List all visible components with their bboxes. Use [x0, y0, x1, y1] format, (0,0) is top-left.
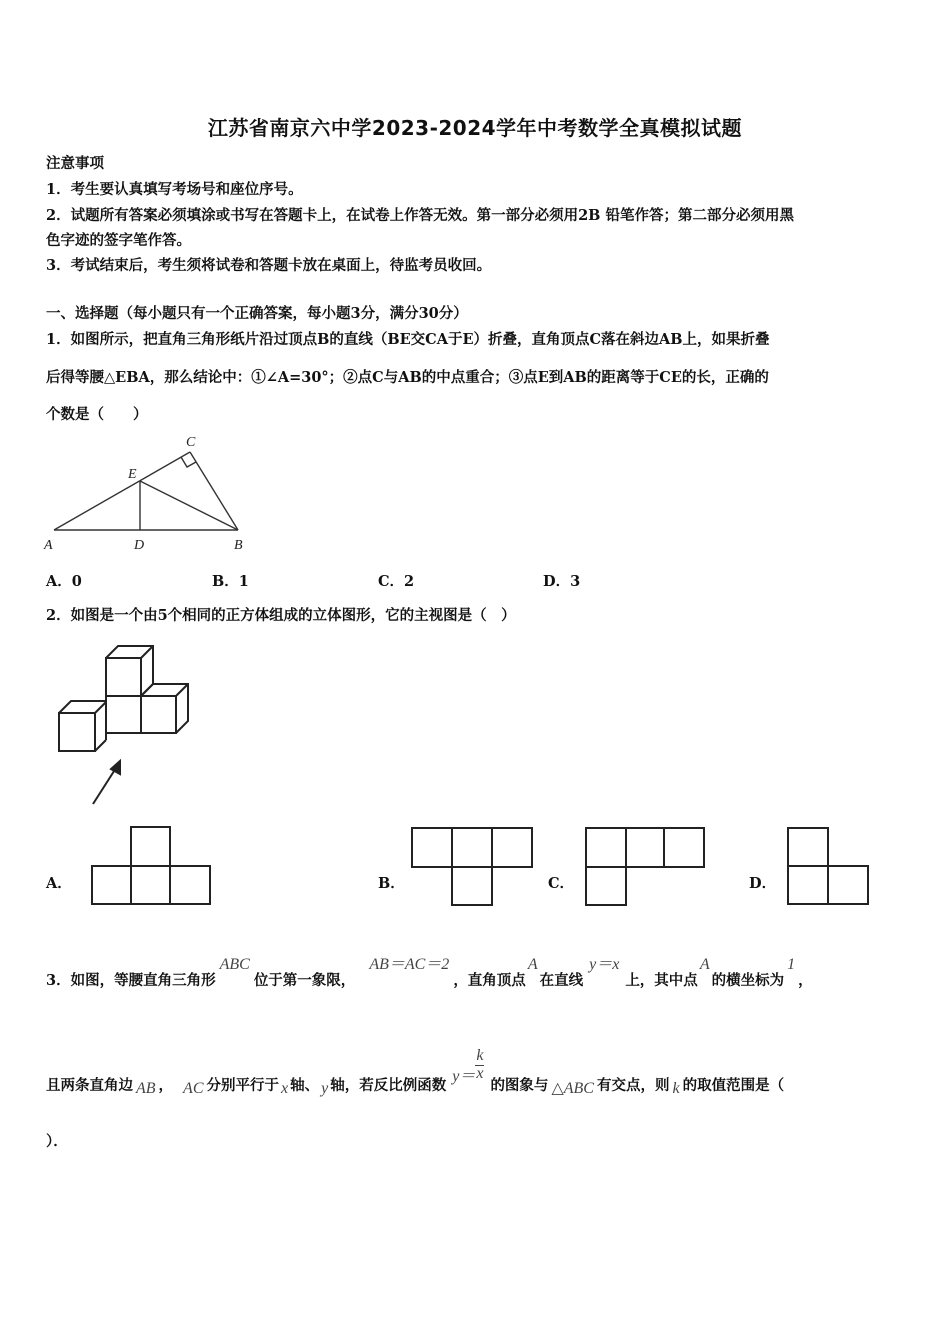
notice-item-2: 2．试题所有答案必须填涂或书写在答题卡上，在试卷上作答无效。第一部分必须用2B 铅笔作答；第二部分必须用黑	[46, 207, 794, 224]
q1-option-b[interactable]: B．1	[212, 573, 249, 590]
q1-option-d[interactable]: D．3	[543, 573, 581, 590]
q2-option-b[interactable]: B．	[378, 875, 405, 892]
q1-line-2: 后得等腰△EBA，那么结论中：①∠A=30°；②点C与AB的中点重合；③点E到AB的距离等于CE的长，正确的	[46, 369, 769, 386]
q1-line-1: 1．如图所示，把直角三角形纸片沿过顶点B的直线（BE交CA于E）折叠，直角顶点C落在斜边AB上，如果折叠	[46, 331, 770, 348]
q2-option-d[interactable]: D．	[749, 875, 777, 892]
q1-line-3: 个数是（ ）	[46, 406, 148, 423]
fraction-k-over-x: $\frac{k}{x}$	[476, 1047, 484, 1082]
q1-triangle-figure	[40, 432, 250, 557]
q2-cubes-figure	[50, 642, 200, 812]
label-A: A	[44, 538, 53, 553]
q1-option-a[interactable]: A．0	[46, 573, 82, 590]
label-D: D	[134, 538, 145, 553]
segment-AC	[54, 452, 190, 530]
q3-line-3: ）．	[46, 1133, 68, 1150]
q1-option-c[interactable]: C．2	[378, 573, 415, 590]
label-B: B	[234, 538, 243, 553]
q2-option-d-figure	[786, 826, 871, 906]
q2-option-a-figure	[90, 825, 215, 905]
q3-line-2: 且两条直角边 AB ， AC 分别平行于 x 轴、 y 轴，若反比例函数y＝ $\frac{k}{x}$ 的图象与 △ABC 有交点，则 k 的取值范围是（	[46, 1047, 785, 1098]
q2-option-c[interactable]: C．	[548, 875, 575, 892]
section-heading: 一、选择题（每小题只有一个正确答案，每小题3分，满分30分）	[46, 305, 468, 322]
notice-item-3: 3．考试结束后，考生须将试卷和答题卡放在桌面上，待监考员收回。	[46, 257, 492, 274]
notice-item-2-cont: 色字迹的签字笔作答。	[46, 232, 191, 249]
q3-line-1: 3．如图，等腰直角三角形ABC位于第一象限，AB＝AC＝2，直角顶点A在直线y＝x上，其中点A的横坐标为1，	[46, 956, 813, 989]
notice-heading: 注意事项	[46, 155, 104, 172]
page-title: 江苏省南京六中学2023-2024学年中考数学全真模拟试题	[207, 116, 743, 140]
q2-option-c-figure	[584, 826, 709, 906]
label-C: C	[186, 435, 196, 450]
q2-option-b-figure	[410, 826, 535, 906]
q2-option-a[interactable]: A．	[46, 875, 72, 892]
notice-item-1: 1．考生要认真填写考场号和座位序号。	[46, 181, 303, 198]
label-E: E	[128, 467, 137, 482]
q2-question: 2．如图是一个由5个相同的正方体组成的立体图形，它的主视图是（ ）	[46, 607, 516, 624]
view-direction-arrow-icon	[93, 761, 120, 804]
